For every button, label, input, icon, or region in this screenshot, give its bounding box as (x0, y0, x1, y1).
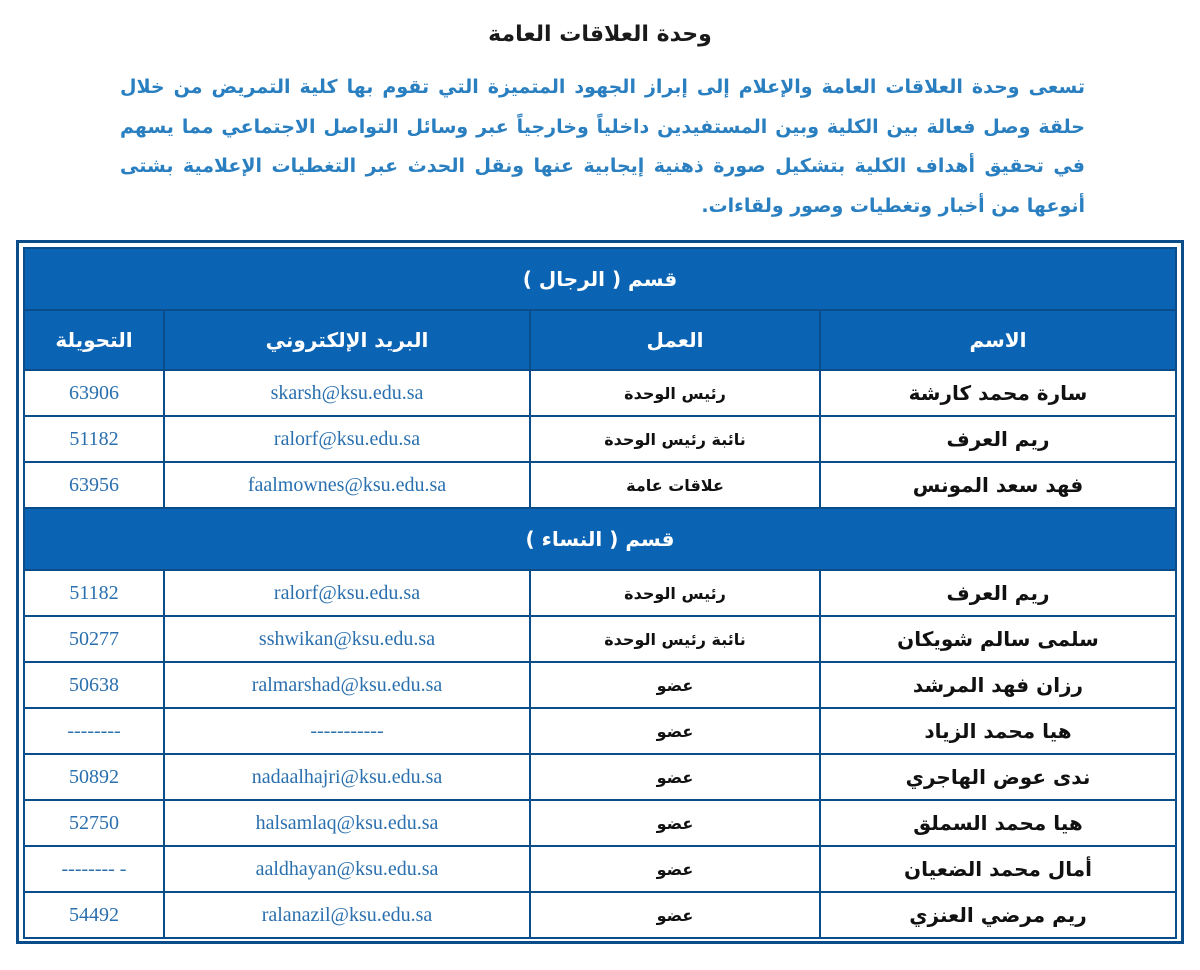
staff-table-frame (16, 240, 1184, 944)
column-header-job: العمل (530, 310, 820, 370)
staff-email[interactable]: aaldhayan@ksu.edu.sa (164, 846, 530, 892)
table-row (24, 800, 1176, 846)
staff-email[interactable]: ralorf@ksu.edu.sa (164, 570, 530, 616)
staff-job: رئيس الوحدة (530, 570, 820, 616)
staff-name: أمال محمد الضعيان (820, 846, 1176, 892)
staff-extension: 51182 (24, 416, 164, 462)
column-header-name: الاسم (820, 310, 1176, 370)
staff-name: ريم مرضي العنزي (820, 892, 1176, 938)
intro-paragraph: تسعى وحدة العلاقات العامة والإعلام إلى إبراز الجهود المتميزة التي تقوم بها كلية التمريض من خلال حلقة وصل فعالة بين الكلية وبين المستفيدين داخلياً وخارجياً عبر وسائل التواصل الاجتماعي مما يسهم في تحقيق أهداف الكلية بتشكيل صورة ذهنية إيجابية عنها ونقل الحدث عبر التغطيات الإعلامية بشتى أنوعها من أخبار وتغطيات وصور ولقاءات. (120, 76, 1085, 217)
staff-job: عضو (530, 800, 820, 846)
table-row (24, 416, 1176, 462)
table-header-row (24, 310, 1176, 370)
staff-name: رزان فهد المرشد (820, 662, 1176, 708)
staff-name: هيا محمد السملق (820, 800, 1176, 846)
staff-extension: -------- (24, 708, 164, 754)
table-row (24, 570, 1176, 616)
table-row (24, 370, 1176, 416)
table-row (24, 892, 1176, 938)
staff-extension: 54492 (24, 892, 164, 938)
staff-job: علاقات عامة (530, 462, 820, 508)
column-header-ext: التحويلة (24, 310, 164, 370)
women-section-title: قسم ( النساء ) (24, 508, 1176, 570)
men-section-row (24, 248, 1176, 310)
staff-table (23, 247, 1177, 939)
staff-extension: 52750 (24, 800, 164, 846)
page-title: وحدة العلاقات العامة (488, 22, 712, 47)
men-section-title: قسم ( الرجال ) (24, 248, 1176, 310)
staff-name: فهد سعد المونس (820, 462, 1176, 508)
staff-extension: 50638 (24, 662, 164, 708)
staff-email[interactable]: sshwikan@ksu.edu.sa (164, 616, 530, 662)
staff-name: هيا محمد الزياد (820, 708, 1176, 754)
table-row (24, 708, 1176, 754)
table-row (24, 846, 1176, 892)
staff-job: عضو (530, 754, 820, 800)
staff-email[interactable]: halsamlaq@ksu.edu.sa (164, 800, 530, 846)
staff-email[interactable]: skarsh@ksu.edu.sa (164, 370, 530, 416)
table-row (24, 754, 1176, 800)
staff-name: سلمى سالم شويكان (820, 616, 1176, 662)
staff-email[interactable]: ralanazil@ksu.edu.sa (164, 892, 530, 938)
table-row (24, 462, 1176, 508)
staff-job: عضو (530, 708, 820, 754)
women-section-row (24, 508, 1176, 570)
staff-name: سارة محمد كارشة (820, 370, 1176, 416)
staff-job: نائبة رئيس الوحدة (530, 616, 820, 662)
staff-extension: 63906 (24, 370, 164, 416)
staff-email[interactable]: nadaalhajri@ksu.edu.sa (164, 754, 530, 800)
staff-extension: - -------- (24, 846, 164, 892)
staff-job: نائبة رئيس الوحدة (530, 416, 820, 462)
staff-extension: 50892 (24, 754, 164, 800)
column-header-email: البريد الإلكتروني (164, 310, 530, 370)
staff-extension: 63956 (24, 462, 164, 508)
table-row (24, 616, 1176, 662)
staff-email[interactable]: ralorf@ksu.edu.sa (164, 416, 530, 462)
staff-name: ريم العرف (820, 416, 1176, 462)
staff-extension: 50277 (24, 616, 164, 662)
staff-email[interactable]: ralmarshad@ksu.edu.sa (164, 662, 530, 708)
staff-name: ندى عوض الهاجري (820, 754, 1176, 800)
staff-job: عضو (530, 662, 820, 708)
staff-email[interactable]: faalmownes@ksu.edu.sa (164, 462, 530, 508)
staff-job: عضو (530, 892, 820, 938)
staff-extension: 51182 (24, 570, 164, 616)
staff-job: عضو (530, 846, 820, 892)
staff-email: ----------- (164, 708, 530, 754)
staff-name: ريم العرف (820, 570, 1176, 616)
table-row (24, 662, 1176, 708)
staff-job: رئيس الوحدة (530, 370, 820, 416)
